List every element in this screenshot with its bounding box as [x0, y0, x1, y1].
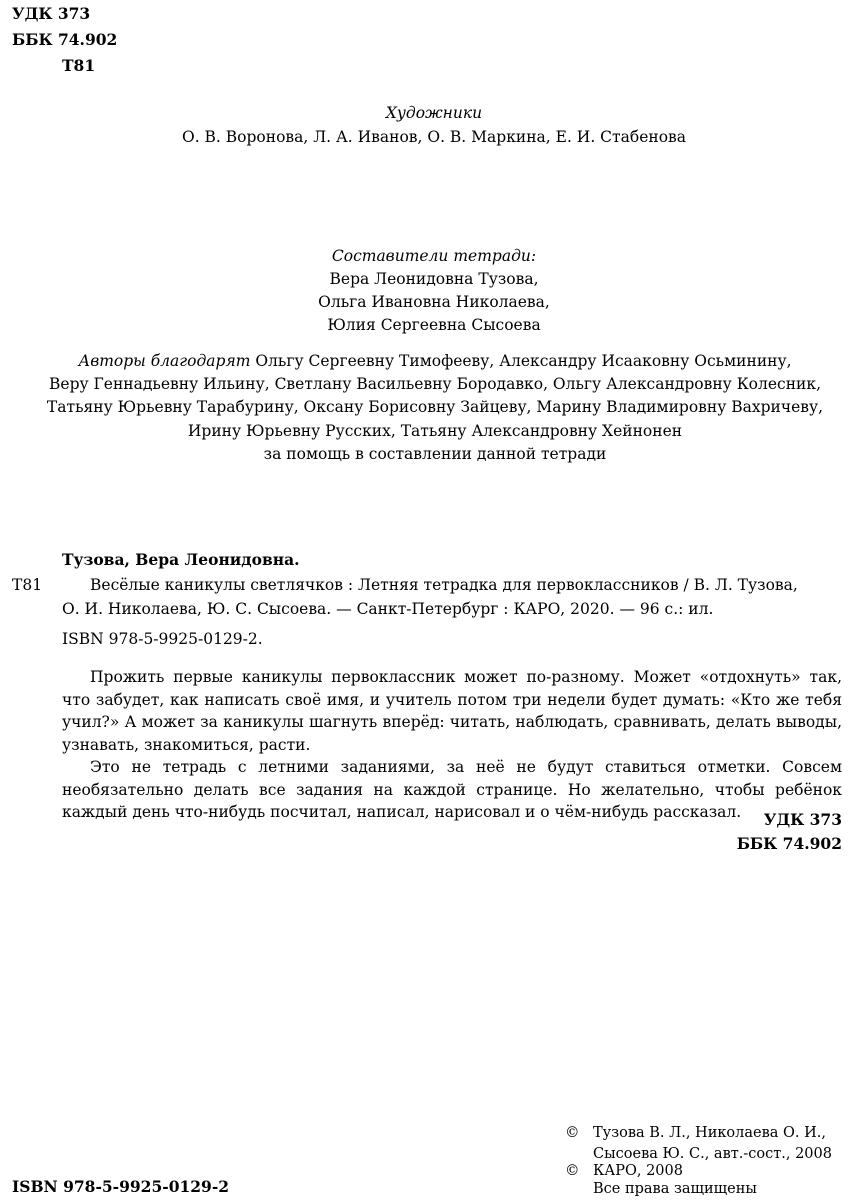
copyright-line-1: Тузова В. Л., Николаева О. И., — [593, 1125, 826, 1141]
artists-names: О. В. Воронова, Л. А. Иванов, О. В. Маркина, Е. И. Стабенова — [181, 128, 686, 146]
acknowledgement-line-3: Татьяну Юрьевну Тарабурину, Оксану Борисовну Зайцеву, Марину Владимировну Вахричеву, — [46, 398, 824, 417]
catalog-isbn: ISBN 978-5-9925-0129-2. — [62, 630, 263, 648]
compiler-name: Юлия Сергеевна Сысоева — [327, 316, 541, 334]
copyright-line-2: Сысоева Ю. С., авт.-сост., 2008 — [593, 1146, 832, 1162]
footer-isbn: ISBN 978-5-9925-0129-2 — [12, 1177, 230, 1196]
annotation — [62, 666, 842, 824]
acknowledgement-line-5: за помощь в составлении данной тетради — [263, 444, 607, 463]
bbk-code-bottom: ББК 74.902 — [736, 834, 842, 853]
udk-code-bottom: УДК 373 — [763, 810, 842, 829]
artists-heading: Художники — [385, 104, 483, 122]
annotation-paragraph-1: Прожить первые каникулы первоклассник может по-разному. Может «отдохнуть» так, что забудет, как написать своё имя, и учитель потом три недели будет думать: «Кто же тебя учил?» А может за каникулы шагнуть вперёд: читать, наблюдать, сравнивать, делать выводы, узнавать, знакомиться, расти. — [62, 668, 842, 754]
acknowledgement-line-1 — [15, 350, 855, 373]
catalog-author-heading: Тузова, Вера Леонидовна. — [62, 550, 300, 569]
annotation-paragraph-2: Это не тетрадь с летними заданиями, за неё не будут ставиться отметки. Совсем необязательно делать все задания на каждой странице. Но желательно, чтобы ребёнок каждый день что-нибудь посчитал, написал, нарисовал и о чём-нибудь рассказал. — [62, 758, 842, 821]
acknowledgement-lead: Авторы благодарят — [78, 352, 251, 370]
catalog-mark: Т81 — [12, 576, 43, 594]
copyright-line-3: КАРО, 2008 — [593, 1163, 683, 1179]
copyright-symbol: © — [565, 1125, 580, 1141]
acknowledgement-line-4: Ирину Юрьевну Русских, Татьяну Александровну Хейнонен — [187, 421, 683, 440]
acknowledgement — [15, 350, 855, 466]
catalog-description-line-1: Весёлые каникулы светлячков : Летняя тетрадка для первоклассников / В. Л. Тузова, — [90, 576, 798, 594]
compiler-name: Вера Леонидовна Тузова, — [329, 270, 539, 288]
udk-code-top: УДК 373 — [12, 4, 91, 23]
copyright-symbol: © — [565, 1163, 580, 1179]
acknowledgement-line-2: Веру Геннадьевну Ильину, Светлану Васильевну Бородавко, Ольгу Александровну Колесник, — [49, 375, 821, 394]
author-mark-top: Т81 — [62, 56, 96, 75]
copyright-line-4: Все права защищены — [593, 1181, 757, 1197]
bbk-code-top: ББК 74.902 — [12, 30, 118, 49]
acknowledgement-line-1-text: Ольгу Сергеевну Тимофееву, Александру Исааковну Осьминину, — [250, 352, 792, 370]
compiler-name: Ольга Ивановна Николаева, — [318, 293, 550, 311]
compilers-heading: Составители тетради: — [331, 247, 537, 265]
catalog-description-line-2: О. И. Николаева, Ю. С. Сысоева. — Санкт-Петербург : КАРО, 2020. — 96 с.: ил. — [62, 600, 714, 618]
